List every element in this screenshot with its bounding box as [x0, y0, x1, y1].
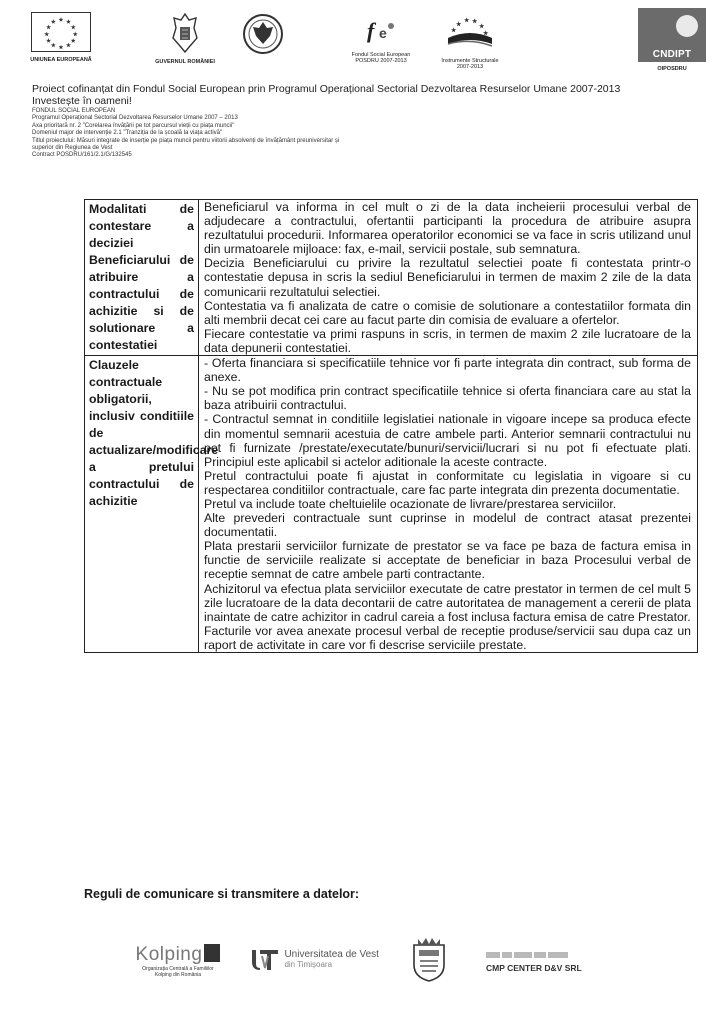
paragraph: - Contractul semnat in conditiile legislatiei nationale in vigoare incepe sa produca efecte din momentul semnarii acestuia de catre ambele parti. Anterior semnarii contractului nu pot fi furnizate /prestate/executate/bunuri/servicii/lucrari si nu pot fi efectuate plati. Principiul este aplicabil si actelor aditionale la aceste contracte. — [204, 412, 691, 469]
paragraph: - Oferta financiara si specificatiile tehnice vor fi parte integrata din contract, sub forma de anexe. — [204, 356, 691, 385]
uvt-logo — [250, 948, 410, 972]
paragraph: - Nu se pot modifica prin contract specificatiile tehnice si oferta financiara care au stat la baza atribuirii contractului. — [204, 384, 691, 413]
paragraph: Alte prevederi contractuale sunt cuprinse in modelul de contract atasat prezentei documentatii. — [204, 511, 691, 540]
procedure-table — [84, 199, 698, 653]
svg-text:★: ★ — [46, 38, 52, 45]
meta-line: Domeniul major de intervenție 2.1 "Tranziția de la școală la viața activă" — [32, 130, 223, 137]
fse-caption-line2: POSDRU 2007-2013 — [355, 58, 407, 64]
svg-text:★: ★ — [58, 45, 64, 52]
kolping-logo — [118, 944, 238, 978]
project-title: Proiect cofinanțat din Fondul Social European prin Programul Operațional Sectorial Dezvoltarea Resurselor Umane 2007-2013 — [32, 83, 621, 95]
meta-line: Axa prioritară nr. 2 "Corelarea învățării pe tot parcursul vieții cu piața muncii" — [32, 122, 235, 129]
meta-line: Contract POSDRU/161/2.1/G/132545 — [32, 152, 132, 159]
oiposdru-caption: OIPOSDRU — [657, 66, 687, 72]
svg-text:★: ★ — [66, 43, 72, 50]
cmp-logo — [486, 952, 606, 973]
svg-text:★: ★ — [66, 19, 72, 26]
svg-text:f: f — [367, 18, 375, 43]
meta-line: FONDUL SOCIAL EUROPEAN — [32, 108, 116, 114]
meta-line: Programul Operațional Sectorial Dezvoltarea Resurselor Umane 2007 – 2013 — [32, 115, 238, 122]
kolping-k-icon — [204, 944, 220, 962]
svg-text:★: ★ — [70, 38, 76, 45]
svg-text:★: ★ — [58, 17, 64, 24]
eu-caption: UNIUNEA EUROPEANĂ — [30, 57, 92, 63]
kolping-sub-line1: Organizația Centrală a Familiilor — [142, 966, 214, 972]
uvt-line1: Universitatea de Vest — [284, 949, 379, 960]
meta-line: superior din Regiunea de Vest — [32, 145, 113, 152]
kolping-name: Kolping — [118, 944, 238, 966]
project-slogan: Investește în oameni! — [32, 95, 132, 107]
kolping-sub-line2: Kolping din România — [154, 972, 202, 978]
svg-text:★: ★ — [46, 25, 52, 32]
svg-text:★: ★ — [44, 31, 50, 38]
is-caption-line2: 2007-2013 — [456, 64, 484, 70]
paragraph: Beneficiarul va informa in cel mult o zi de la data incheierii procesului verbal de adjudecare a contractului, ofertantii participanti la procedura de atribuire asupra rezultatului procedurii. Informarea operatorilor economici se va face in scris utilizand unul din urmatoarele mijloace: fax, e-mail, servicii postale, sub semnatura. — [204, 200, 691, 257]
ministry-logo — [238, 12, 288, 56]
uvt-emblem-icon — [250, 948, 280, 972]
paragraph: Decizia Beneficiarului cu privire la rezultatul selectiei poate fi contestata printr-o contestatie depusa in scris la sediul Beneficiarului in termen de maxim 2 zile de la data comunicarii rezultatului selectiei. — [204, 256, 691, 299]
svg-text:★: ★ — [472, 19, 478, 25]
row-content — [199, 356, 698, 653]
svg-text:★: ★ — [50, 43, 56, 50]
svg-text:★: ★ — [50, 19, 56, 26]
crest-icon — [410, 935, 448, 983]
cmp-blurred-mark — [486, 952, 606, 958]
paragraph: Pretul va include toate cheltuielile ocazionate de livrare/prestarea serviciilor. — [204, 496, 617, 511]
instrumente-structurale-icon — [442, 14, 498, 50]
paragraph: Pretul contractului poate fi ajustat in conformitate cu legislatia in vigoare si cu respectarea conditiilor contractuale, care fac parte integrata din prezenta documentatie. — [204, 468, 691, 497]
crest-logo — [410, 935, 448, 983]
paragraph: Fiecare contestatie va primi raspuns in scris, in termen de maxim 2 zile lucratoare de la data depunerii contestatiei. — [204, 326, 691, 355]
cndipt-logo — [636, 8, 708, 72]
eu-flag-icon — [31, 12, 91, 52]
svg-text:★: ★ — [72, 31, 78, 38]
row-label: Clauzele contractuale obligatorii, inclusiv conditiile de actualizare/modificare a pretului contractului de achizitie — [85, 356, 199, 653]
row-content — [199, 200, 698, 356]
svg-text:★: ★ — [479, 24, 485, 30]
fse-caption-line1: Fondul Social European — [351, 52, 411, 58]
paragraph: Achizitorul va efectua plata serviciilor executate de catre prestator in termen de cel mult 5 zile lucratoare de la data decontarii de catre autoritatea de management a cererii de plata inaintate de catre achizitor in cadrul careia a fost inclusa factura emisa de catre Prestator. — [204, 581, 691, 624]
paragraph: Plata prestarii serviciilor furnizate de prestator se va face pe baza de factura emisa in functie de serviciile realizate si acceptate de beneficiar in baza Procesului verbal de receptie semnat de catre ambele parti contractante. — [204, 539, 691, 582]
cndipt-badge: CNDIPT — [652, 49, 692, 60]
government-caption: GUVERNUL ROMÂNIEI — [155, 59, 215, 65]
is-caption-line1: Instrumente Structurale — [441, 58, 499, 64]
svg-text:★: ★ — [483, 31, 489, 37]
paragraph: Contestatia va fi analizata de catre o comisie de solutionare a contestatiilor formata din alti membrii decat cei care au facut parte din comisia de evaluare a ofertelor. — [204, 298, 691, 327]
project-meta — [32, 108, 632, 160]
svg-text:★: ★ — [451, 28, 457, 34]
instrumente-structurale-logo — [420, 14, 520, 70]
paragraph: Facturile vor avea anexate procesul verbal de receptie produse/servicii sau dupa caz un raport de activitate in care vor fi descrise serviciile prestate. — [204, 623, 691, 652]
government-logo — [140, 12, 230, 65]
svg-text:e: e — [379, 25, 387, 41]
meta-line: Titlul proiectului: Măsuri integrate de inserție pe piața muncii pentru viitorii absolvenți de învățământ preuniversitar și — [32, 137, 340, 144]
svg-text:★: ★ — [464, 18, 470, 24]
table-row — [85, 200, 698, 356]
fse-logo-icon — [363, 14, 399, 46]
fse-logo — [336, 14, 426, 64]
uvt-line2: din Timișoara — [284, 960, 333, 969]
cmp-name: CMP CENTER D&V SRL — [486, 963, 582, 973]
eu-logo — [26, 12, 96, 63]
svg-text:★: ★ — [70, 25, 76, 32]
ministry-seal-icon — [241, 12, 285, 56]
uvt-text — [284, 950, 379, 970]
row-label: Modalitati de contestare a deciziei Beneficiarului de atribuire a contractului de achizitie si de solutionare a contestatiei — [85, 200, 199, 356]
section-heading: Reguli de comunicare si transmitere a datelor: — [84, 887, 360, 901]
project-title-block — [32, 83, 692, 107]
svg-text:★: ★ — [456, 22, 462, 28]
table-row — [85, 356, 698, 653]
cndipt-logo-icon — [638, 8, 706, 62]
romanian-coat-of-arms-icon — [170, 12, 200, 54]
